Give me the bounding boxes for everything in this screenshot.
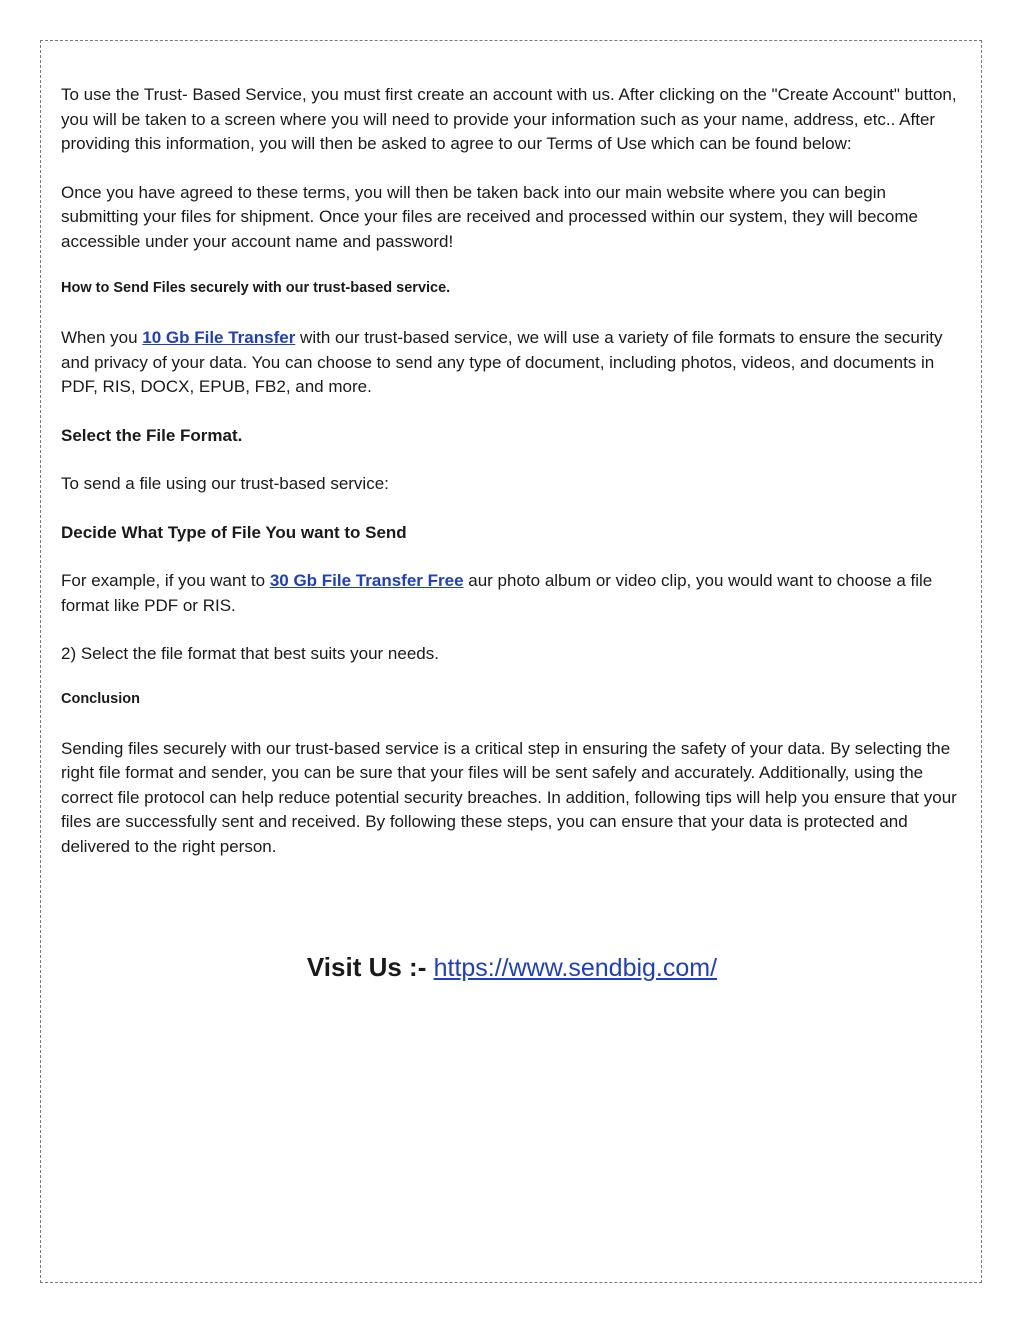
section-heading-conclusion: Conclusion <box>61 690 140 707</box>
example-paragraph <box>61 569 966 618</box>
conclusion-paragraph: Sending files securely with our trust-based service is a critical step in ensuring the safety of your data. By selecting the right file format and sender, you can be sure that your files will be sent safely and accurately. Additionally, using the correct file protocol can help reduce potential security breaches. In addition, following tips will help you ensure that your files are successfully sent and received. By following these steps, you can ensure that your data is protected and delivered to the right person. <box>61 738 957 856</box>
intro-paragraph: To use the Trust- Based Service, you must first create an account with us. After clicking on the "Create Account" button, you will be taken to a screen where you will need to provide your information such as your name, address, etc.. After providing this information, you will then be asked to agree to our Terms of Use which can be found below: <box>61 85 957 153</box>
visit-us-line <box>0 950 1024 985</box>
select-format-step: 2) Select the file format that best suits your needs. <box>61 644 439 663</box>
10gb-file-transfer-link[interactable]: 10 Gb File Transfer <box>142 328 296 347</box>
sendbig-website-link[interactable]: https://www.sendbig.com/ <box>433 954 718 982</box>
30gb-file-transfer-free-link[interactable]: 30 Gb File Transfer Free <box>269 571 464 590</box>
document-body <box>61 83 966 859</box>
section-heading-select-format: Select the File Format. <box>61 425 243 445</box>
file-transfer-text-after: with our trust-based service, we will use a variety of file formats to ensure the security and privacy of your data. You can choose to send any type of document, including photos, videos, and documents in PDF, RIS, DOCX, EPUB, FB2, and more. <box>61 328 943 396</box>
terms-paragraph: Once you have agreed to these terms, you will then be taken back into our main website where you can begin submitting your files for shipment. Once your files are received and processed within our system, they will become accessible under your account name and password! <box>61 182 918 251</box>
example-text-before: For example, if you want to <box>61 571 270 590</box>
example-text-after: aur photo album or video clip, you would want to choose a file format like PDF or RIS. <box>61 571 933 615</box>
file-transfer-text-before: When you <box>61 328 143 347</box>
send-file-paragraph: To send a file using our trust-based service: <box>61 474 389 493</box>
file-transfer-paragraph <box>61 326 966 400</box>
section-heading-send-files: How to Send Files securely with our trust-based service. <box>61 280 451 296</box>
visit-us-label: Visit Us :- <box>306 952 434 982</box>
section-heading-decide-type: Decide What Type of File You want to Send <box>61 522 407 542</box>
